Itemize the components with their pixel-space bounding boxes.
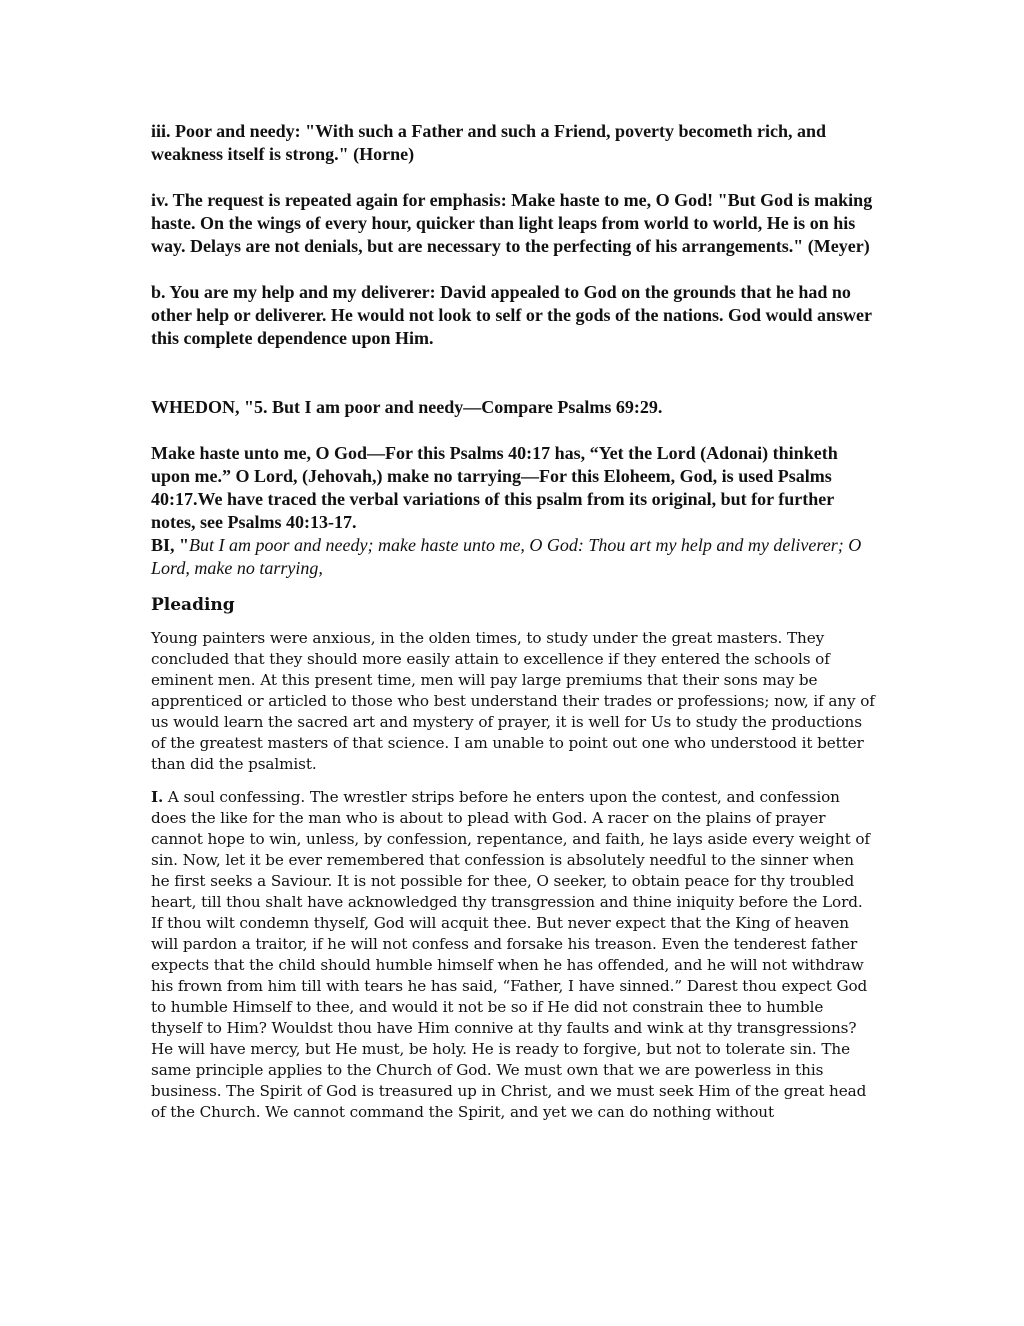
bi-label: BI, " (151, 535, 190, 555)
paragraph-iv: iv. The request is repeated again for emphasis: Make haste to me, O God! "But God is making haste. On the wings of every hour, quicker than light leaps from world to world, He is on his way. Delays are not denials, but are necessary to the perfecting of his arrangements." (Meyer) (151, 190, 873, 256)
paragraph-make-haste: Make haste unto me, O God—For this Psalms 40:17 has, “Yet the Lord (Adonai) thinketh upon me.” O Lord, (Jehovah,) make no tarrying—For this Eloheem, God, is used Psalms 40:17.We have traced the verbal variations of this psalm from its original, but for further notes, see Psalms 40:13-17. (151, 443, 838, 532)
paragraph-b: b. You are my help and my deliverer: David appealed to God on the grounds that he had no other help or deliverer. He would not look to self or the gods of the nations. God would answer this complete dependence upon Him. (151, 282, 872, 348)
paragraph-whedon: WHEDON, "5. But I am poor and needy—Compare Psalms 69:29. (151, 397, 663, 417)
point-numeral: I. (151, 788, 164, 806)
paragraph-iii: iii. Poor and needy: "With such a Father and such a Friend, poverty becometh rich, and weakness itself is strong." (Horne) (151, 121, 827, 164)
bi-quote-line (151, 534, 876, 580)
point-one-paragraph (151, 787, 876, 1123)
bi-quote-text: But I am poor and needy; make haste unto me, O God: Thou art my help and my deliverer; O Lord, make no tarrying, (151, 535, 862, 578)
point-one-text: A soul confessing. The wrestler strips before he enters upon the contest, and confession does the like for the man who is about to plead with God. A racer on the plains of prayer cannot hope to win, unless, by confession, repentance, and faith, he lays aside every weight of sin. Now, let it be ever remembered that confession is absolutely needful to the sinner when he first seeks a Saviour. It is not possible for thee, O seeker, to obtain peace for thy troubled heart, till thou shalt have acknowledged thy transgression and thine iniquity before the Lord. If thou wilt condemn thyself, God will acquit thee. But never expect that the King of heaven will pardon a traitor, if he will not confess and forsake his treason. Even the tenderest father expects that the child should humble himself when he has offended, and he will not withdraw his frown from him till with tears he has said, “Father, I have sinned.” Darest thou expect God to humble Himself to thee, and would it not be so if He did not constrain thee to humble thyself to Him? Wouldst thou have Him connive at thy faults and wink at thy transgressions? He will have mercy, but He must, be holy. He is ready to forgive, but not to tolerate sin. The same principle applies to the Church of God. We must own that we are powerless in this business. The Spirit of God is treasured up in Christ, and we must seek Him of the great head of the Church. We cannot command the Spirit, and yet we can do nothing without (151, 788, 870, 1121)
intro-paragraph: Young painters were anxious, in the olden times, to study under the great masters. They concluded that they should more easily attain to excellence if they entered the schools of eminent men. At this present time, men will pay large premiums that their sons may be apprenticed or articled to those who best understand their trades or professions; now, if any of us would learn the sacred art and mystery of prayer, it is well for Us to study the productions of the greatest masters of that science. I am unable to point out one who understood it better than did the psalmist. (151, 629, 875, 773)
section-heading: Pleading (151, 595, 235, 615)
document-page (151, 120, 876, 1123)
